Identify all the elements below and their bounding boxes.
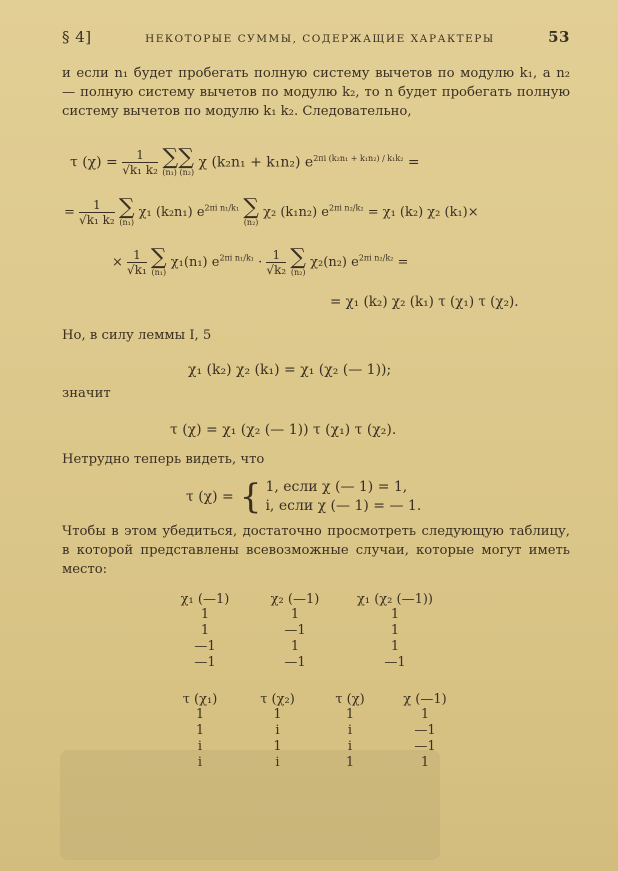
equation-3 bbox=[112, 245, 409, 277]
table1-header-row bbox=[160, 592, 450, 607]
eq1-exponent: 2πi (k₂n₁ + k₁n₂) / k₁k₂ bbox=[313, 153, 404, 163]
eq3-frac1-den: √k₁ bbox=[127, 263, 147, 277]
table2-header-row bbox=[160, 692, 465, 707]
chtoby-paragraph: Чтобы в этом убедиться, достаточно просмотреть следующую таблицу, в которой представлены всевозможные случаи, которые могут иметь место: bbox=[62, 524, 570, 577]
eq2-lead: = bbox=[64, 205, 75, 220]
table-cell: —1 bbox=[414, 723, 436, 738]
table1-header-cell: χ₂ (—1) bbox=[270, 592, 320, 607]
eq3-part2: χ₂(n₂) e bbox=[310, 255, 359, 270]
eq3-part1: χ₁(n₁) e bbox=[170, 255, 220, 270]
table1-body bbox=[160, 607, 450, 671]
znachit-word: значит bbox=[62, 386, 111, 401]
table-cell: —1 bbox=[284, 623, 306, 638]
table-cell: i bbox=[275, 723, 280, 738]
table-cell: 1 bbox=[390, 623, 400, 638]
eq3-frac2-den: √k₂ bbox=[266, 263, 287, 277]
eq1-frac-den: √k₁ k₂ bbox=[122, 163, 158, 177]
lemma-sentence: Но, в силу леммы I, 5 bbox=[62, 328, 212, 343]
eq3-sum-1: ∑ (n₁) bbox=[150, 245, 167, 277]
eq2-part1: χ₁ (k₂n₁) e bbox=[138, 205, 205, 220]
table-cell: i bbox=[197, 739, 203, 754]
page-header bbox=[62, 28, 570, 46]
eq7-case-2: i, если χ (— 1) = — 1. bbox=[265, 498, 422, 514]
eq3-exp2: 2πi n₂/k₂ bbox=[358, 253, 394, 263]
equation-7 bbox=[186, 478, 421, 516]
eq3-fraction-2 bbox=[266, 248, 286, 277]
table-row bbox=[160, 707, 465, 723]
table-cell: i bbox=[347, 723, 353, 738]
netrudno-sentence: Нетрудно теперь видеть, что bbox=[62, 452, 265, 467]
table-cell: i bbox=[347, 739, 353, 754]
eq3-sum-sub2: (n₂) bbox=[290, 268, 306, 277]
table2-header-cell: χ (—1) bbox=[403, 692, 447, 707]
table-cell: 1 bbox=[273, 739, 282, 754]
table-cell: —1 bbox=[284, 655, 306, 670]
table1-header-cell: χ₁ (—1) bbox=[180, 592, 230, 607]
eq2-tail: = χ₁ (k₂) χ₂ (k₁)× bbox=[367, 205, 479, 220]
table1-header-cell: χ₁ (χ₂ (—1)) bbox=[356, 592, 433, 607]
table-cell: 1 bbox=[195, 723, 205, 738]
eq7-case-1: 1, если χ (— 1) = 1, bbox=[265, 479, 408, 495]
eq2-exp1: 2πi n₁/k₁ bbox=[204, 203, 240, 213]
table-cell: i bbox=[275, 755, 280, 770]
equation-4: = χ₁ (k₂) χ₂ (k₁) τ (χ₁) τ (χ₂). bbox=[330, 294, 519, 310]
table2-header-cell: τ (χ) bbox=[335, 692, 365, 707]
eq2-exp2: 2πi n₂/k₂ bbox=[328, 203, 364, 213]
eq2-sum-2: ∑ (n₂) bbox=[243, 195, 259, 227]
table-cell: 1 bbox=[420, 755, 430, 770]
eq3-frac2-num: 1 bbox=[266, 248, 286, 263]
table-row bbox=[160, 639, 450, 655]
table-cell: 1 bbox=[290, 607, 300, 622]
eq2-sum-sub1: (n₁) bbox=[119, 218, 134, 227]
table-cell: —1 bbox=[194, 639, 216, 654]
eq1-fraction bbox=[122, 148, 158, 177]
eq1-sum-sign: ∑∑ bbox=[162, 145, 194, 170]
table-row bbox=[160, 623, 450, 639]
table-cell: —1 bbox=[384, 655, 406, 670]
eq2-fraction bbox=[79, 198, 115, 227]
table-cell: 1 bbox=[290, 639, 300, 654]
eq3-frac1-num: 1 bbox=[127, 248, 147, 263]
table-cell: 1 bbox=[195, 707, 205, 722]
eq2-frac-den: √k₁ k₂ bbox=[79, 213, 115, 227]
eq2-part2: χ₂ (k₁n₂) e bbox=[263, 205, 329, 220]
eq1-tail: = bbox=[407, 154, 420, 171]
table-cell: 1 bbox=[345, 755, 355, 770]
eq3-fraction-1 bbox=[127, 248, 147, 277]
equation-6: τ (χ) = χ₁ (χ₂ (— 1)) τ (χ₁) τ (χ₂). bbox=[170, 422, 397, 438]
table-cell: —1 bbox=[414, 739, 436, 754]
intro-paragraph: и если n₁ будет пробегать полную систему вычетов по модулю k₁, а n₂ — полную систему вычетов по модулю k₂, то n будет пробегать полную систему вычетов по модулю k₁ k₂. Следовательно, bbox=[62, 66, 570, 119]
table-cell: 1 bbox=[200, 607, 210, 622]
table-row bbox=[160, 655, 450, 671]
section-number: § 4] bbox=[62, 28, 92, 46]
eq2-frac-num: 1 bbox=[79, 198, 115, 213]
table-cell: 1 bbox=[390, 607, 400, 622]
equation-5: χ₁ (k₂) χ₂ (k₁) = χ₁ (χ₂ (— 1)); bbox=[188, 362, 392, 378]
eq7-cases bbox=[265, 478, 421, 516]
eq1-double-sum bbox=[162, 145, 195, 177]
eq7-brace: { bbox=[239, 477, 262, 517]
eq2-sum-1: ∑ (n₁) bbox=[118, 195, 135, 227]
eq3-tail: = bbox=[397, 255, 409, 270]
page-number: 53 bbox=[548, 28, 570, 46]
table-row bbox=[160, 607, 450, 623]
eq1-sum-sub: (n₁) (n₂) bbox=[162, 168, 195, 177]
eq3-exp1: 2πi n₁/k₁ bbox=[219, 253, 254, 263]
table-cell: 1 bbox=[390, 639, 400, 654]
table2-header-cell: τ (χ₂) bbox=[260, 692, 295, 707]
eq3-lead: × bbox=[112, 255, 123, 270]
eq3-sum-sub1: (n₁) bbox=[151, 268, 167, 277]
eq1-frac-num: 1 bbox=[122, 148, 158, 163]
eq2-sum-sub2: (n₂) bbox=[243, 218, 259, 227]
eq1-lhs: τ (χ) = bbox=[70, 154, 118, 171]
table-cell: 1 bbox=[273, 707, 282, 722]
eq7-lhs: τ (χ) = bbox=[186, 489, 234, 505]
table-cell: i bbox=[197, 755, 203, 770]
running-head: НЕКОТОРЫЕ СУММЫ, СОДЕРЖАЩИЕ ХАРАКТЕРЫ bbox=[145, 33, 495, 45]
table-row bbox=[160, 723, 465, 739]
equation-2 bbox=[64, 195, 479, 227]
table-cell: —1 bbox=[194, 655, 216, 670]
cases-table-1 bbox=[160, 592, 450, 671]
table-cell: 1 bbox=[200, 623, 210, 638]
eq3-dot: · bbox=[258, 255, 263, 270]
faded-stamp bbox=[60, 750, 440, 860]
table2-header-cell: τ (χ₁) bbox=[182, 692, 218, 707]
table-cell: 1 bbox=[345, 707, 355, 722]
eq3-sum-2: ∑ (n₂) bbox=[290, 245, 307, 277]
eq1-body: χ (k₂n₁ + k₁n₂) e bbox=[198, 154, 314, 171]
table-cell: 1 bbox=[420, 707, 430, 722]
equation-1 bbox=[70, 145, 420, 177]
